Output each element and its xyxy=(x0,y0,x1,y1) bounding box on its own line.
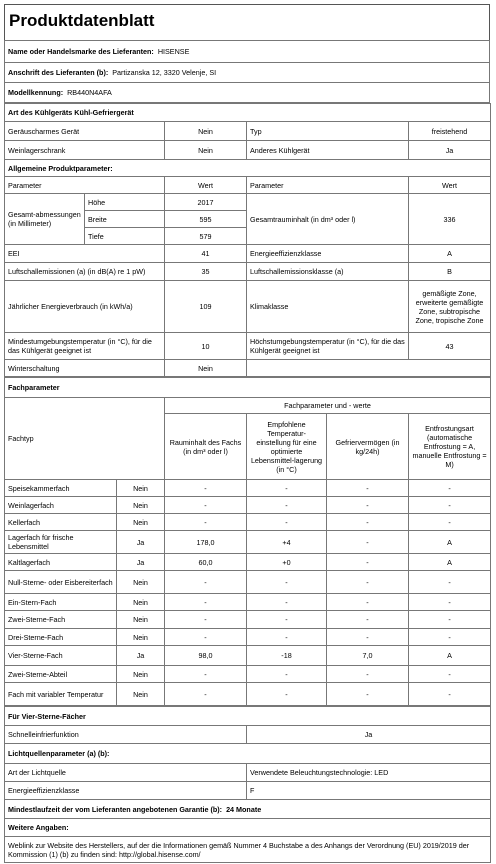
climate-class-label: Klimaklasse xyxy=(247,281,409,333)
dimensions-label: Gesamt-abmessungen (in Millimeter) xyxy=(5,194,85,245)
compartment-temp: -18 xyxy=(247,646,327,666)
wine-cabinet-label: Weinlagerschrank xyxy=(5,141,165,160)
compartment-freeze: - xyxy=(327,611,409,629)
fast-freeze-label: Schnelleinfrierfunktion xyxy=(5,726,247,744)
light-class-value: F xyxy=(247,782,491,800)
dim-name: Tiefe xyxy=(85,228,165,245)
eei-label: EEI xyxy=(5,245,165,263)
param-col-header: Parameter xyxy=(5,177,165,194)
max-temp-label: Höchstumgebungstemperatur (in °C), für die das Kühlgerät geeignet ist xyxy=(247,333,409,360)
compartment-defrost: - xyxy=(409,611,491,629)
four-star-heading: Für Vier-Sterne-Fächer xyxy=(5,707,491,726)
compartment-freeze: - xyxy=(327,629,409,646)
model-row xyxy=(5,83,490,103)
compartment-present: Nein xyxy=(117,611,165,629)
compartment-volume: 60,0 xyxy=(165,554,247,571)
compartment-freeze: - xyxy=(327,554,409,571)
compartment-freeze: - xyxy=(327,594,409,611)
compartment-row xyxy=(5,666,491,683)
compartment-freeze: - xyxy=(327,571,409,594)
warranty-value: 24 Monate xyxy=(226,804,262,814)
compartment-row xyxy=(5,531,491,554)
temp-col-header: Empfohlene Temperatur-einstellung für eine optimierte Lebensmittel-lagerung (in °C) xyxy=(247,414,327,480)
annual-energy-label: Jährlicher Energieverbrauch (in kWh/a) xyxy=(5,281,165,333)
compartment-present: Nein xyxy=(117,594,165,611)
compartment-temp: - xyxy=(247,514,327,531)
compartment-rows xyxy=(5,480,491,706)
low-noise-value: Nein xyxy=(165,122,247,141)
other-appliance-value: Ja xyxy=(409,141,491,160)
annual-energy-value: 109 xyxy=(165,281,247,333)
light-class-label: Energieeffizienzklasse xyxy=(5,782,247,800)
further-info-heading: Weitere Angaben: xyxy=(5,819,491,837)
light-source-heading: Lichtquellenparameter (a) (b): xyxy=(5,744,491,764)
compartment-freeze: - xyxy=(327,666,409,683)
compartment-temp: - xyxy=(247,571,327,594)
compartment-group-header: Fachparameter und - werte xyxy=(165,398,491,414)
compartment-temp: - xyxy=(247,480,327,497)
compartment-temp: - xyxy=(247,497,327,514)
compartment-defrost: - xyxy=(409,683,491,706)
dim-value: 595 xyxy=(165,211,247,228)
type-label: Typ xyxy=(247,122,409,141)
compartment-present: Ja xyxy=(117,531,165,554)
compartment-row xyxy=(5,480,491,497)
compartment-defrost: - xyxy=(409,571,491,594)
model-label: Modellkennung: xyxy=(8,88,64,97)
compartment-name: Vier-Sterne-Fach xyxy=(5,646,117,666)
compartment-volume: - xyxy=(165,629,247,646)
freeze-col-header: Gefriervermögen (in kg/24h) xyxy=(327,414,409,480)
compartment-name: Zwei-Sterne-Abteil xyxy=(5,666,117,683)
supplier-table xyxy=(4,40,490,103)
supplier-name-value: HISENSE xyxy=(157,47,190,56)
winter-setting-value: Nein xyxy=(165,360,247,377)
low-noise-label: Geräuscharmes Gerät xyxy=(5,122,165,141)
compartment-present: Nein xyxy=(117,514,165,531)
compartment-temp: - xyxy=(247,611,327,629)
compartment-row xyxy=(5,646,491,666)
compartment-volume: 178,0 xyxy=(165,531,247,554)
dim-value: 2017 xyxy=(165,194,247,211)
compartment-volume: 98,0 xyxy=(165,646,247,666)
compartment-freeze: - xyxy=(327,497,409,514)
general-params-heading: Allgemeine Produktparameter: xyxy=(5,160,491,177)
other-appliance-label: Anderes Kühlgerät xyxy=(247,141,409,160)
compartment-name: Fach mit variabler Temperatur xyxy=(5,683,117,706)
compartment-volume: - xyxy=(165,611,247,629)
compartment-name: Ein-Stern-Fach xyxy=(5,594,117,611)
compartment-present: Nein xyxy=(117,629,165,646)
winter-setting-label: Winterschaltung xyxy=(5,360,165,377)
compartment-defrost: - xyxy=(409,594,491,611)
noise-class-value: B xyxy=(409,263,491,281)
compartment-defrost: A xyxy=(409,531,491,554)
compartment-name: Zwei-Sterne-Fach xyxy=(5,611,117,629)
supplier-address-row xyxy=(5,63,490,83)
total-volume-label: Gesamtrauminhalt (in dm³ oder l) xyxy=(247,194,409,245)
volume-col-header: Rauminhalt des Fachs (in dm³ oder l) xyxy=(165,414,247,480)
compartment-row xyxy=(5,514,491,531)
compartment-defrost: - xyxy=(409,480,491,497)
compartment-freeze: - xyxy=(327,531,409,554)
compartment-row xyxy=(5,594,491,611)
noise-label: Luftschallemissionen (a) (in dB(A) re 1 pW) xyxy=(5,263,165,281)
compartment-volume: - xyxy=(165,497,247,514)
compartment-defrost: - xyxy=(409,514,491,531)
compartment-name: Null-Sterne- oder Eisbereiterfach xyxy=(5,571,117,594)
value-col-header: Wert xyxy=(165,177,247,194)
compartment-freeze: - xyxy=(327,683,409,706)
compartment-row xyxy=(5,554,491,571)
compartment-temp: +0 xyxy=(247,554,327,571)
compartment-present: Nein xyxy=(117,497,165,514)
noise-class-label: Luftschallemissionsklasse (a) xyxy=(247,263,409,281)
supplier-address-label: Anschrift des Lieferanten (b): xyxy=(8,68,109,77)
compartment-volume: - xyxy=(165,683,247,706)
compartment-row xyxy=(5,497,491,514)
compartment-temp: - xyxy=(247,666,327,683)
energy-class-label: Energieeffizienzklasse xyxy=(247,245,409,263)
fast-freeze-value: Ja xyxy=(247,726,491,744)
min-temp-value: 10 xyxy=(165,333,247,360)
compartment-heading: Fachparameter xyxy=(5,378,491,398)
compartment-name: Lagerfach für frische Lebensmittel xyxy=(5,531,117,554)
general-table xyxy=(4,103,491,377)
light-type-value: Verwendete Beleuchtungstechnologie: LED xyxy=(247,764,491,782)
compartment-row xyxy=(5,611,491,629)
compartment-defrost: - xyxy=(409,629,491,646)
compartment-temp: - xyxy=(247,629,327,646)
compartment-present: Ja xyxy=(117,554,165,571)
compartment-freeze: - xyxy=(327,514,409,531)
compartment-present: Nein xyxy=(117,480,165,497)
compartment-name: Kellerfach xyxy=(5,514,117,531)
compartment-volume: - xyxy=(165,514,247,531)
compartment-name: Speisekammerfach xyxy=(5,480,117,497)
page-title: Produktdatenblatt xyxy=(4,4,490,40)
compartment-present: Nein xyxy=(117,683,165,706)
energy-class-value: A xyxy=(409,245,491,263)
compartment-temp: - xyxy=(247,683,327,706)
compartment-present: Nein xyxy=(117,666,165,683)
compartment-name: Kaltlagerfach xyxy=(5,554,117,571)
max-temp-value: 43 xyxy=(409,333,491,360)
dim-name: Breite xyxy=(85,211,165,228)
dim-value: 579 xyxy=(165,228,247,245)
compartment-name: Weinlagerfach xyxy=(5,497,117,514)
compartment-volume: - xyxy=(165,480,247,497)
wine-cabinet-value: Nein xyxy=(165,141,247,160)
type-value: freistehend xyxy=(409,122,491,141)
compartment-type-header: Fachtyp xyxy=(5,398,165,480)
noise-value: 35 xyxy=(165,263,247,281)
appliance-type-heading: Art des Kühlgeräts Kühl-Gefriergerät xyxy=(5,104,491,122)
compartment-name: Drei-Sterne-Fach xyxy=(5,629,117,646)
compartment-row xyxy=(5,683,491,706)
compartment-row xyxy=(5,571,491,594)
compartment-present: Nein xyxy=(117,571,165,594)
supplier-address-value: Partizanska 12, 3320 Velenje, SI xyxy=(112,68,217,77)
climate-class-value: gemäßigte Zone, erweiterte gemäßigte Zone, subtropische Zone, tropische Zone xyxy=(409,281,491,333)
eei-value: 41 xyxy=(165,245,247,263)
footer-table xyxy=(4,706,491,863)
total-volume-value: 336 xyxy=(409,194,491,245)
value-col-header-2: Wert xyxy=(409,177,491,194)
defrost-col-header: Entfrostungsart (automatische Entfrostung = A, manuelle Entfrostung = M) xyxy=(409,414,491,480)
model-value: RB440N4AFA xyxy=(67,88,112,97)
supplier-name-label: Name oder Handelsmarke des Lieferanten: xyxy=(8,47,154,56)
warranty-label: Mindestlaufzeit der vom Lieferanten angebotenen Garantie (b): xyxy=(8,804,223,814)
compartment-temp: +4 xyxy=(247,531,327,554)
compartment-present: Ja xyxy=(117,646,165,666)
product-data-sheet xyxy=(4,4,490,863)
compartment-freeze: 7,0 xyxy=(327,646,409,666)
compartment-row xyxy=(5,629,491,646)
light-type-label: Art der Lichtquelle xyxy=(5,764,247,782)
warranty-row xyxy=(5,800,491,819)
compartment-temp: - xyxy=(247,594,327,611)
min-temp-label: Mindestumgebungstemperatur (in °C), für die das Kühlgerät geeignet ist xyxy=(5,333,165,360)
compartment-volume: - xyxy=(165,571,247,594)
compartment-freeze: - xyxy=(327,480,409,497)
compartment-defrost: - xyxy=(409,666,491,683)
compartment-table xyxy=(4,377,491,706)
compartment-volume: - xyxy=(165,594,247,611)
compartment-defrost: A xyxy=(409,646,491,666)
compartment-defrost: - xyxy=(409,497,491,514)
param-col-header-2: Parameter xyxy=(247,177,409,194)
dim-name: Höhe xyxy=(85,194,165,211)
compartment-defrost: A xyxy=(409,554,491,571)
supplier-name-row xyxy=(5,41,490,63)
compartment-volume: - xyxy=(165,666,247,683)
further-info-text: Weblink zur Website des Herstellers, auf der die Informationen gemäß Nummer 4 Buchstabe a des Anhangs der Verordnung (EU) 2019/2019 der Kommission (1) (b) zu finden sind: http://global.hisense.com/ xyxy=(5,837,491,863)
